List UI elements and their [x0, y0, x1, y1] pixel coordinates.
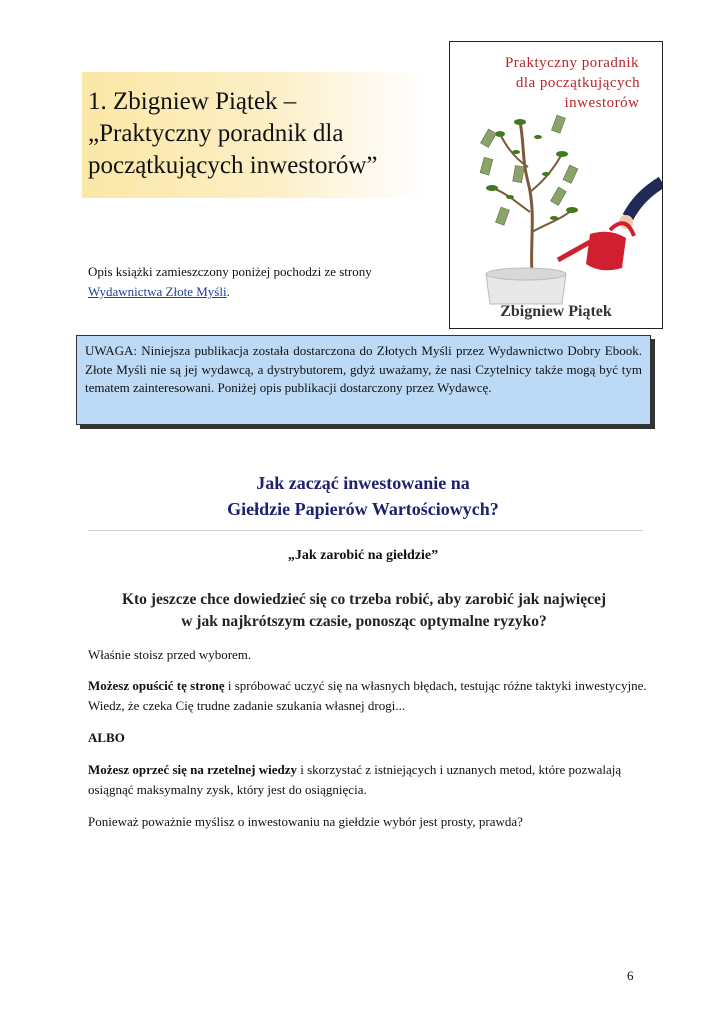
source-text: Opis książki zamieszczony poniżej pochodzi ze strony	[88, 264, 372, 279]
paragraph	[88, 760, 648, 800]
section-title-line: Giełdzie Papierów Wartościowych?	[227, 499, 499, 519]
paragraph-text: i skorzystać z istniejących i uznanych metod, które pozwalają osiągnąć maksymalny zysk, który jest do osiągnięcia.	[88, 762, 622, 797]
divider	[88, 530, 643, 531]
notice-box: UWAGA: Niniejsza publikacja została dostarczona do Złotych Myśli przez Wydawnictwo Dobry Ebook. Złote Myśli nie są jej wydawcą, a dystrybutorem, gdyż uważamy, że nasi Czytelnicy także mogą być tym tematem zainteresowani. Poniżej opis publikacji dostarczony przez Wydawcę.	[76, 335, 651, 425]
cover-title-line: Praktyczny poradnik	[504, 55, 640, 71]
paragraph: Właśnie stoisz przed wyborem.	[88, 647, 252, 662]
cover-title-line: dla początkujących	[515, 75, 641, 91]
publisher-link[interactable]: Wydawnictwa Złote Myśli	[88, 284, 227, 299]
section-subtitle: „Jak zarobić na giełdzie”	[287, 548, 439, 563]
source-suffix: .	[226, 284, 230, 299]
question-line: Kto jeszcze chce dowiedzieć się co trzeba robić, aby zarobić jak najwięcej	[121, 591, 607, 608]
book-heading	[88, 86, 428, 182]
heading-line: początkujących inwestorów”	[88, 152, 378, 179]
heading-line: „Praktyczny poradnik dla	[88, 120, 344, 147]
page-number: 6	[627, 968, 634, 983]
section-title-line: Jak zacząć inwestowanie na	[256, 473, 470, 493]
paragraph-emphasis: Możesz opuścić tę stronę	[88, 678, 225, 693]
watering-can-illustration	[558, 182, 662, 270]
question-line: w jak najkrótszym czasie, ponosząc optymalne ryzyko?	[181, 613, 547, 630]
paragraph	[88, 676, 648, 716]
paragraph-text: i spróbować uczyć się na własnych błędach, testując różne taktyki inwestycyjne. Wiedz, że czeka Cię trudne zadanie szukania własnej drogi...	[88, 678, 647, 713]
book-cover	[449, 41, 663, 329]
money-tree-illustration	[480, 115, 578, 304]
section-title	[88, 470, 638, 522]
lead-question	[86, 589, 642, 633]
paragraph: ALBO	[88, 730, 125, 745]
paragraph: Ponieważ poważnie myślisz o inwestowaniu na giełdzie wybór jest prosty, prawda?	[88, 814, 523, 829]
source-note	[88, 262, 428, 302]
heading-line: 1. Zbigniew Piątek –	[88, 88, 297, 115]
cover-title-line: inwestorów	[564, 95, 640, 111]
cover-author: Zbigniew Piątek	[500, 303, 612, 320]
paragraph-emphasis: Możesz oprzeć się na rzetelnej wiedzy	[88, 762, 297, 777]
